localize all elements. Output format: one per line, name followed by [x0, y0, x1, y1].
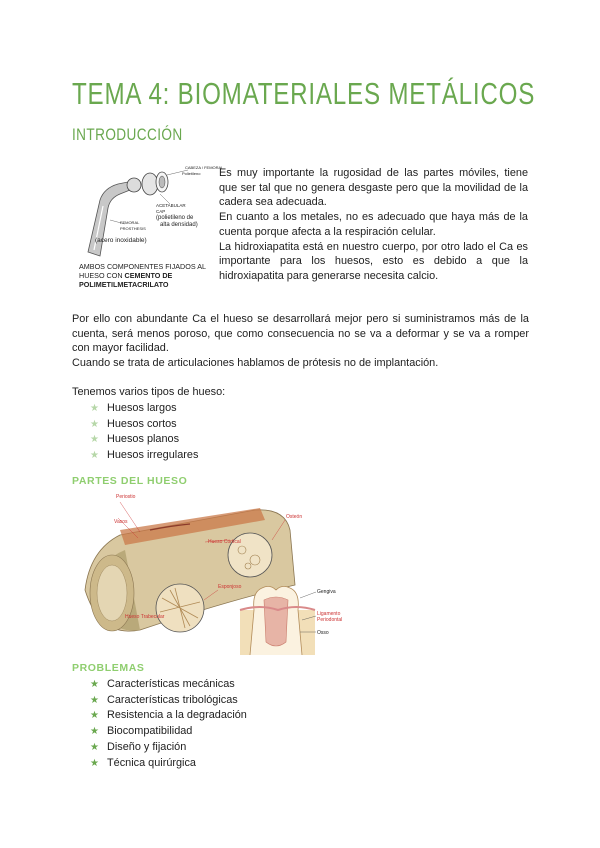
label-trabecular: Hueso Trabecular: [125, 614, 165, 620]
list-item: ★ Huesos largos: [90, 401, 198, 417]
section-heading-partes: PARTES DEL HUESO: [72, 475, 188, 487]
star-icon: ★: [90, 694, 99, 706]
label-cup-top: CABEZA / FEMORAL: [185, 165, 224, 170]
star-icon: ★: [90, 710, 99, 722]
label-cap: CAP: [156, 209, 166, 214]
tooth-anatomy-illustration: [240, 580, 350, 655]
label-spongy: Esponjoso: [218, 584, 242, 590]
star-icon: ★: [90, 757, 99, 769]
list-item: ★ Huesos irregulares: [90, 448, 198, 464]
star-icon: ★: [90, 418, 99, 430]
label-vessels: Vasos: [114, 519, 128, 525]
label-ligament: Ligamento: [317, 611, 341, 617]
problems-list: [90, 677, 247, 771]
hip-figure-caption: [79, 262, 219, 289]
intro-paragraph: La hidroxiapatita está en nuestro cuerpo, por otro lado el Ca es importante para los huesos, esto es debido a que la hidroxiapatita para generarse necesita calcio.: [219, 240, 528, 282]
label-prosthesis: PROSTHESIS: [120, 226, 146, 231]
hip-caption-line1: AMBOS COMPONENTES FIJADOS AL: [79, 262, 207, 271]
star-icon: ★: [90, 403, 99, 414]
section-heading-problemas: PROBLEMAS: [72, 662, 145, 674]
star-icon: ★: [90, 450, 99, 462]
label-bone: Osso: [317, 630, 329, 636]
hip-caption-line2: [79, 271, 219, 280]
list-item: ★ Características tribológicas: [90, 693, 247, 709]
label-poly: (polietileno de: [156, 215, 194, 221]
hip-caption-line3: POLIMETILMETACRILATO: [79, 280, 169, 289]
intro-paragraph: Es muy importante la rugosidad de las partes móviles, tiene que ser tal que no genera desgaste pero que la movilidad de la cadera sea adecuada.: [219, 167, 528, 209]
intro-paragraph: En cuanto a los metales, no es adecuado que haya más de la cuenta porque afecta a la respiración celular.: [219, 211, 528, 238]
intro-text: [219, 166, 528, 284]
label-cortical: Hueso Cortical: [208, 539, 241, 545]
hip-caption-line2b: CEMENTO DE: [124, 271, 173, 280]
section-title-introduccion: INTRODUCCIÓN: [72, 125, 183, 144]
label-osteon: Osteón: [286, 514, 303, 520]
label-gum: Gengiva: [317, 589, 336, 595]
list-item: ★ Técnica quirúrgica: [90, 756, 247, 772]
list-item: ★ Huesos cortos: [90, 417, 198, 433]
label-cup-sub: Polietileno: [182, 171, 201, 176]
list-item: ★ Huesos planos: [90, 432, 198, 448]
label-acetabular: ACETABULAR: [156, 203, 186, 208]
bone-types-intro: Tenemos varios tipos de hueso:: [72, 386, 226, 398]
list-item: ★ Resistencia a la degradación: [90, 708, 247, 724]
star-icon: ★: [90, 434, 99, 446]
star-icon: ★: [90, 741, 99, 753]
label-steel: (acero inoxidable): [95, 237, 147, 244]
label-femoral: FEMORAL: [120, 220, 140, 225]
list-item: ★ Biocompatibilidad: [90, 724, 247, 740]
star-icon: ★: [90, 726, 99, 738]
hip-caption-line2a: HUESO CON: [79, 271, 125, 280]
star-icon: ★: [90, 679, 99, 690]
bone-types-list: [90, 401, 198, 464]
list-item: ★ Diseño y fijación: [90, 740, 247, 756]
label-periosteum: Periostio: [116, 494, 136, 500]
body-paragraph: Cuando se trata de articulaciones hablamos de prótesis no de implantación.: [72, 357, 439, 370]
label-ligament2: Periodontal: [317, 617, 343, 623]
body-text: [72, 312, 529, 371]
body-paragraph: Por ello con abundante Ca el hueso se desarrollará mejor pero si suministramos más de la cuenta, será menos poroso, que como consecuencia no se va a deformar y se va a romper con mayor facilidad.: [72, 313, 529, 355]
page-title: TEMA 4: BIOMATERIALES METÁLICOS: [72, 76, 536, 111]
label-poly2: alta densidad): [160, 222, 198, 228]
list-item: ★ Características mecánicas: [90, 677, 247, 693]
